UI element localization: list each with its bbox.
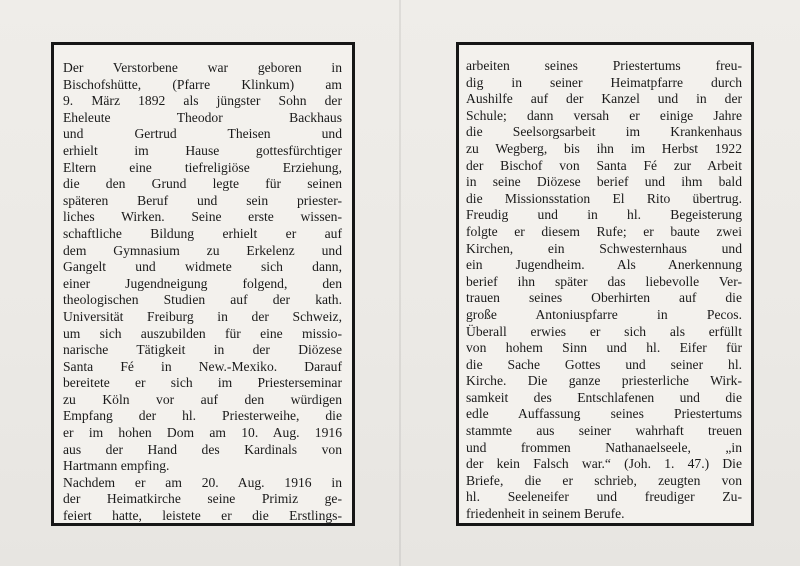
text-line: späteren Beruf und sein priester- bbox=[63, 192, 342, 208]
text-line: 9. März 1892 als jüngster Sohn der bbox=[63, 93, 342, 109]
text-line: die den Grund legte für seinen bbox=[63, 176, 342, 192]
text-line: friedenheit in seinem Berufe. bbox=[466, 506, 625, 522]
text-line: große Antoniuspfarre in Pecos. bbox=[466, 306, 742, 322]
text-line: theologischen Studien auf der kath. bbox=[63, 292, 342, 308]
text-line: dig in seiner Heimatpfarre durch bbox=[466, 74, 742, 90]
text-line: folgte er diesem Rufe; er baute zwei bbox=[466, 223, 742, 239]
text-line: trauen seines Oberhirten auf die bbox=[466, 290, 742, 306]
text-line: erhielt im Hause gottesfürchtiger bbox=[63, 142, 342, 158]
text-line: und frommen Nathanaelseele, „in bbox=[466, 439, 742, 455]
left-panel-text bbox=[63, 60, 342, 525]
text-line: Überall erwies er sich als erfüllt bbox=[466, 323, 742, 339]
text-line: in seine Diözese berief und ihm bald bbox=[466, 174, 742, 190]
text-line: Aushilfe auf der Kanzel und in der bbox=[466, 91, 742, 107]
text-line: Bischofshütte, (Pfarre Klinkum) am bbox=[63, 76, 342, 92]
text-line: hl. Seeleneifer und freudiger Zu- bbox=[466, 489, 742, 505]
text-line: berief ihn später das liebevolle Ver- bbox=[466, 273, 742, 289]
text-line: Eheleute Theodor Backhaus bbox=[63, 109, 342, 125]
right-panel-text bbox=[466, 58, 742, 523]
text-line: aus der Hand des Kardinals von bbox=[63, 441, 342, 457]
text-line: edle Auffassung seines Priestertums bbox=[466, 406, 742, 422]
text-line: Der Verstorbene war geboren in bbox=[63, 60, 342, 75]
text-line: die Sache Gottes und seiner hl. bbox=[466, 356, 742, 372]
text-line: Hartmann empfing. bbox=[63, 458, 170, 474]
text-line: Freudig und in hl. Begeisterung bbox=[466, 207, 742, 223]
text-line: liches Wirken. Seine erste wissen- bbox=[63, 209, 342, 225]
text-line: stammte aus seiner wahrhaft treuen bbox=[466, 423, 742, 439]
text-line: ein Jugendheim. Als Anerkennung bbox=[466, 257, 742, 273]
text-line: Briefe, die er schrieb, zeugten von bbox=[466, 472, 742, 488]
text-line: die Seelsorgsarbeit im Krankenhaus bbox=[466, 124, 742, 140]
text-line: und Gertrud Theisen und bbox=[63, 126, 342, 142]
text-line: schaftliche Bildung erhielt er auf bbox=[63, 225, 342, 241]
text-line: Gangelt und widmete sich dann, bbox=[63, 259, 342, 275]
text-line: Kirchen, ein Schwesternhaus und bbox=[466, 240, 742, 256]
text-line: die Missionsstation El Rito übertrug. bbox=[466, 190, 742, 206]
text-line: dem Gymnasium zu Erkelenz und bbox=[63, 242, 342, 258]
text-line: zu Wegberg, bis ihn im Herbst 1922 bbox=[466, 140, 742, 156]
center-fold bbox=[399, 0, 401, 566]
text-line: Nachdem er am 20. Aug. 1916 in bbox=[63, 474, 342, 490]
text-line: Universität Freiburg in der Schweiz, bbox=[63, 308, 342, 324]
text-line: bereitete er sich im Priesterseminar bbox=[63, 375, 342, 391]
text-line: Schule; dann versah er einige Jahre bbox=[466, 107, 742, 123]
text-line: samkeit des Entschlafenen und die bbox=[466, 389, 742, 405]
text-line: zu Köln vor auf den würdigen bbox=[63, 391, 342, 407]
text-line: einer Jugendneigung folgend, den bbox=[63, 275, 342, 291]
text-line: er im hohen Dom am 10. Aug. 1916 bbox=[63, 425, 342, 441]
text-line: um sich auszubilden für eine missio- bbox=[63, 325, 342, 341]
text-line: Eltern eine tiefreligiöse Erziehung, bbox=[63, 159, 342, 175]
text-line: von hohem Sinn und hl. Eifer für bbox=[466, 340, 742, 356]
text-line: der kein Falsch war.“ (Joh. 1. 47.) Die bbox=[466, 456, 742, 472]
text-line: feiert hatte, leistete er die Erstlings- bbox=[63, 508, 342, 524]
text-line: der Heimatkirche seine Primiz ge- bbox=[63, 491, 342, 507]
text-line: Kirche. Die ganze priesterliche Wirk- bbox=[466, 373, 742, 389]
text-line: Santa Fé in New.-Mexiko. Darauf bbox=[63, 358, 342, 374]
text-line: Empfang der hl. Priesterweihe, die bbox=[63, 408, 342, 424]
text-line: arbeiten seines Priestertums freu- bbox=[466, 58, 742, 73]
text-line: narische Tätigkeit in der Diözese bbox=[63, 342, 342, 358]
text-line: der Bischof von Santa Fé zur Arbeit bbox=[466, 157, 742, 173]
